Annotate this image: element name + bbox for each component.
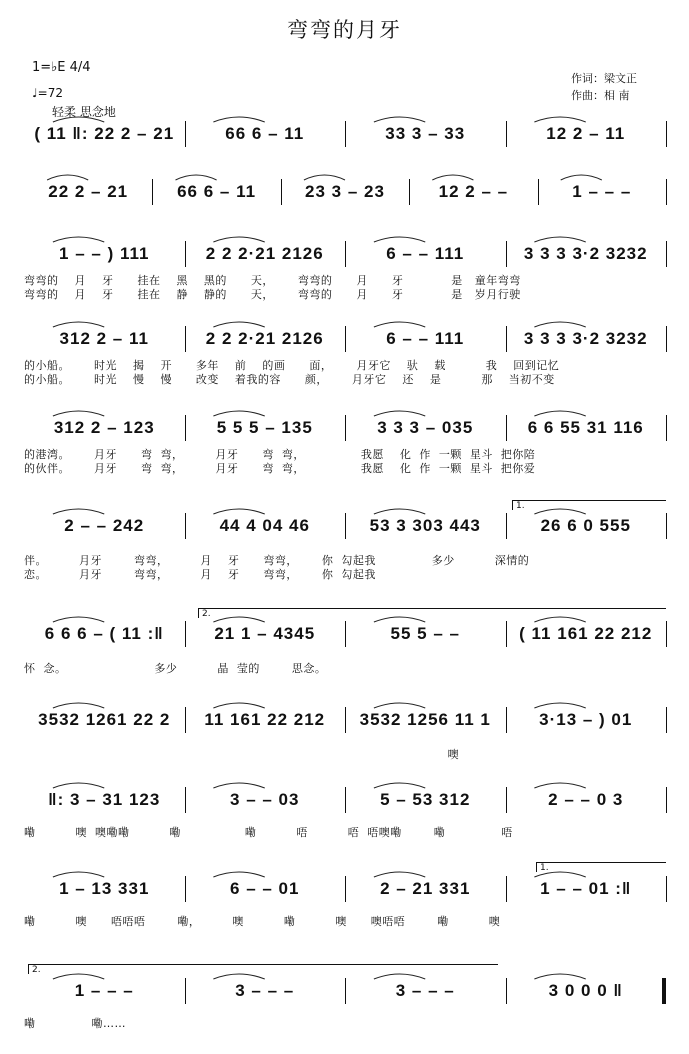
slur: [53, 411, 104, 416]
notation-system: [0, 514, 689, 581]
slur: [176, 175, 217, 180]
measure-notes: 3532 1261 22 2: [38, 710, 171, 729]
slur-layer: [0, 110, 689, 130]
lyric-line: 的港湾。 月牙 弯 弯， 月牙 弯 弯， 我愿 化 作 一颗 星斗 把你陪: [24, 448, 536, 461]
slur: [374, 411, 425, 416]
slur: [374, 703, 425, 708]
lyric-line: 噢: [24, 748, 460, 761]
slur: [47, 175, 88, 180]
notation-system: [0, 327, 689, 387]
measure-notes: 1 – 13 331: [59, 879, 150, 898]
slur: [374, 117, 425, 122]
slur: [213, 117, 264, 122]
measure-notes: 6 – – 01: [230, 879, 300, 898]
slur: [53, 237, 104, 242]
lyricist-credit: 作词：梁文正: [571, 72, 637, 85]
slur: [213, 411, 264, 416]
measure-notes: 44 4 04 46: [219, 516, 310, 535]
notation-system: [0, 877, 689, 937]
volta-bracket: 1.: [536, 862, 666, 872]
measure-notes: 1 – – ) 111: [59, 244, 150, 263]
measure-notes: 3 3 3 3·2 3232: [523, 244, 648, 263]
measure-notes: 2 – – 0 3: [548, 790, 624, 809]
slur-layer: [0, 230, 689, 250]
measure-notes: ( 11 ‖: 22 2 – 21: [34, 124, 175, 143]
measure-notes: 3 – – –: [395, 981, 455, 1000]
measure-notes: 33 3 – 33: [385, 124, 466, 143]
slur: [53, 974, 104, 979]
slur: [534, 117, 585, 122]
measure-notes: 53 3 303 443: [369, 516, 481, 535]
lyric-line: 伴。 月牙 弯弯， 月 牙 弯弯， 你 勾起我 多少 深情的: [24, 554, 530, 567]
slur: [561, 175, 602, 180]
measure-notes: 2 – 21 331: [380, 879, 471, 898]
measure-notes: 6 6 6 – ( 11 :‖: [44, 624, 164, 643]
slur: [534, 703, 585, 708]
composer-credit: 作曲：相 南: [571, 89, 630, 102]
slur-layer: [0, 776, 689, 796]
notation-system: [0, 979, 689, 1039]
measure-notes: 6 – – 111: [386, 244, 465, 263]
slur: [53, 703, 104, 708]
slur: [304, 175, 345, 180]
slur: [374, 509, 425, 514]
credits: [571, 70, 637, 104]
slur: [53, 322, 104, 327]
measure-notes: 3 0 0 0 ‖: [548, 981, 623, 1000]
measure-notes: 22 2 – 21: [48, 182, 129, 201]
measure-notes: 3 3 3 3·2 3232: [523, 329, 648, 348]
measure-notes: 5 5 5 – 135: [216, 418, 313, 437]
measure-notes: 1 – – –: [572, 182, 632, 201]
slur: [534, 974, 585, 979]
measure-notes: 12 2 – 11: [546, 124, 626, 143]
measure-notes: 66 6 – 11: [177, 182, 257, 201]
measure-notes: 3·13 – ) 01: [539, 710, 633, 729]
slur: [534, 322, 585, 327]
volta-bracket: 2.: [198, 608, 666, 618]
key-signature: 1=♭E 4/4: [32, 60, 91, 75]
measure-notes: 6 – – 111: [386, 329, 465, 348]
measure-notes: 3 3 3 – 035: [377, 418, 474, 437]
slur: [534, 411, 585, 416]
measure-notes: 11 161 22 212: [204, 710, 326, 729]
slur: [534, 237, 585, 242]
notation-system: [0, 416, 689, 476]
slur-layer: [0, 404, 689, 424]
measure-notes: 5 – 53 312: [380, 790, 471, 809]
measure-notes: ( 11 161 22 212: [519, 624, 653, 643]
song-title: 弯弯的月牙: [287, 18, 402, 42]
slur-layer: [0, 168, 689, 188]
slur: [53, 783, 104, 788]
measure-notes: 3 – – 03: [230, 790, 300, 809]
measure-notes: 3 – – –: [235, 981, 295, 1000]
notation-system: [0, 788, 689, 848]
slur: [213, 974, 264, 979]
slur: [213, 322, 264, 327]
expression-marking: 轻柔 思念地: [52, 105, 116, 119]
measure-notes: 1 – – –: [74, 981, 134, 1000]
slur: [432, 175, 473, 180]
slur: [374, 974, 425, 979]
slur-layer: [0, 696, 689, 716]
slur: [534, 783, 585, 788]
lyric-line: 弯弯的 月 牙 挂在 静 静的 天， 弯弯的 月 牙 是 岁月行驶: [24, 288, 521, 301]
volta-bracket: 2.: [28, 964, 498, 974]
lyric-line: 嘞 嘞……: [24, 1017, 126, 1030]
lyric-line: 恋。 月牙 弯弯， 月 牙 弯弯， 你 勾起我: [24, 568, 376, 581]
volta-bracket: 1.: [512, 500, 666, 510]
notation-system: [0, 622, 689, 682]
measure-notes: ‖: 3 – 31 123: [48, 790, 161, 809]
slur: [213, 509, 264, 514]
slur-layer: [0, 315, 689, 335]
lyric-line: 弯弯的 月 牙 挂在 黑 黑的 天， 弯弯的 月 牙 是 童年弯弯: [24, 274, 521, 287]
slur: [213, 237, 264, 242]
measure-notes: 312 2 – 123: [53, 418, 155, 437]
measure-notes: 66 6 – 11: [225, 124, 305, 143]
slur: [213, 872, 264, 877]
measure-notes: 26 6 0 555: [540, 516, 631, 535]
lyric-line: 嘞 噢 噢嘞嘞 嘞 嘞 唔 唔 唔噢嘞 嘞 唔: [24, 826, 513, 839]
lyric-line: 的伙伴。 月牙 弯 弯， 月牙 弯 弯， 我愿 化 作 一颗 星斗 把你爱: [24, 462, 536, 475]
slur: [53, 872, 104, 877]
measure-notes: 6 6 55 31 116: [527, 418, 644, 437]
measure-notes: 1 – – 01 :‖: [540, 879, 632, 898]
slur: [374, 322, 425, 327]
measure-notes: 312 2 – 11: [59, 329, 149, 348]
slur: [53, 509, 104, 514]
measure-notes: 2 – – 242: [64, 516, 145, 535]
slur: [213, 783, 264, 788]
lyric-line: 的小船。 时光 揭 开 多年 前 的画 面， 月牙它 驮 载 我 回到记忆: [24, 359, 560, 372]
slur: [53, 617, 104, 622]
measure-notes: 21 1 – 4345: [214, 624, 316, 643]
lyric-line: 怀 念。 多少 晶 莹的 思念。: [24, 662, 327, 675]
slur: [53, 117, 104, 122]
slur: [374, 783, 425, 788]
measure-notes: 3532 1256 11 1: [359, 710, 491, 729]
measure-notes: 2 2 2·21 2126: [205, 329, 324, 348]
measure-notes: 23 3 – 23: [305, 182, 385, 201]
notation-system: [0, 708, 689, 768]
tempo-marking: ♩=72: [32, 86, 63, 100]
lyric-line: 的小船。 时光 慢 慢 改变 着我的容 颜， 月牙它 还 是 那 当初不变: [24, 373, 555, 386]
measure-notes: 55 5 – –: [390, 624, 460, 643]
measure-notes: 12 2 – –: [438, 182, 509, 201]
notation-system: [0, 242, 689, 302]
slur: [374, 237, 425, 242]
slur: [374, 872, 425, 877]
measure-notes: 2 2 2·21 2126: [205, 244, 324, 263]
slur: [213, 703, 264, 708]
lyric-line: 嘞 噢 唔唔唔 嘞， 噢 嘞 噢 噢唔唔 嘞 噢: [24, 915, 501, 928]
